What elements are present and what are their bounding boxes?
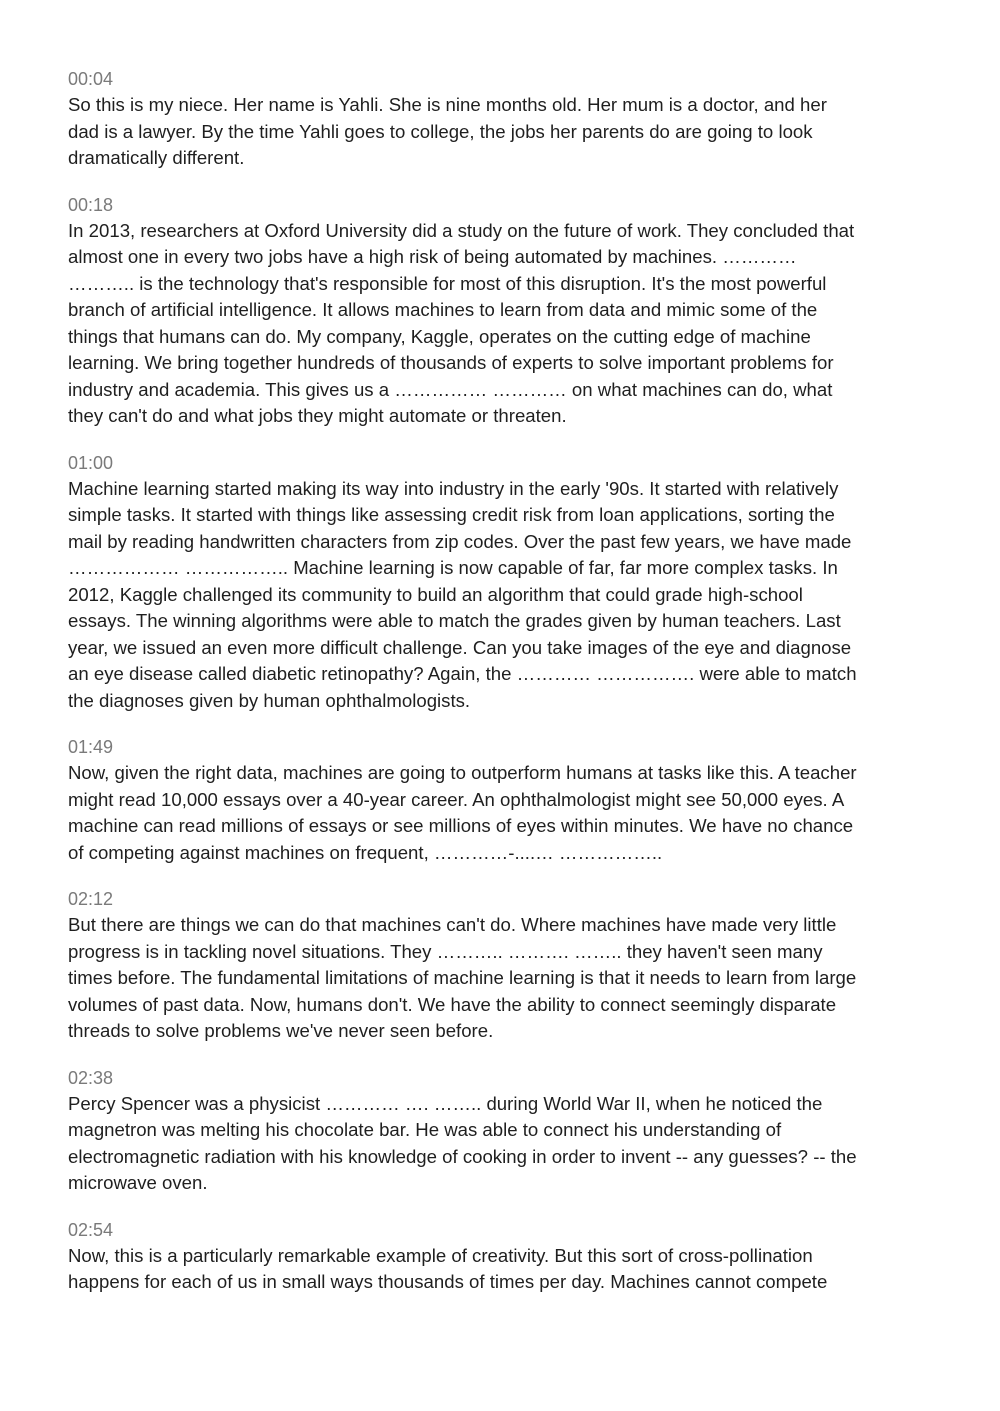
- timestamp: 02:12: [68, 889, 114, 909]
- transcript-segment: [68, 734, 938, 866]
- transcript-segment: [68, 192, 938, 430]
- segment-text: Machine learning started making its way into industry in the early '90s. It started with relatively simple tasks. It started with things like assessing credit risk from loan applications, sorting the mail by reading handwritten characters from zip codes. Over the past few years, we have made ……………… …………….. Machine learning is now capable of far, far more complex tasks. In 2012, Kaggle challenged its community to build an algorithm that could grade high-school essays. The winning algorithms were able to match the grades given by human teachers. Last year, we issued an even more difficult challenge. Can you take images of the eye and diagnose an eye disease called diabetic retinopathy? Again, the ………… ……………. were able to match the diagnoses given by human ophthalmologists.: [68, 477, 857, 711]
- transcript-segment: [68, 1065, 938, 1197]
- timestamp: 01:00: [68, 452, 114, 473]
- transcript-segment: [68, 66, 938, 172]
- transcript-segment: [68, 886, 938, 1045]
- timestamp: 01:49: [68, 737, 114, 757]
- timestamp: 02:38: [68, 1067, 114, 1088]
- segment-text: In 2013, researchers at Oxford University did a study on the future of work. They concluded that almost one in every two jobs have a high risk of being automated by machines. ………… ……….. is the technology that's responsible for most of this disruption. It's the most powerful branch of artificial intelligence. It allows machines to learn from data and mimic some of the things that humans can do. My company, Kaggle, operates on the cutting edge of machine learning. We bring together hundreds of thousands of experts to solve important problems for industry and academia. This gives us a …………… ………… on what machines can do, what they can't do and what jobs they might automate or threaten.: [68, 219, 855, 426]
- segment-text: Now, this is a particularly remarkable example of creativity. But this sort of cross-pollination happens for each of us in small ways thousands of times per day. Machines cannot compete: [68, 1244, 828, 1292]
- transcript-segment: [68, 1217, 938, 1296]
- timestamp: 00:18: [68, 194, 114, 215]
- segment-text: Now, given the right data, machines are going to outperform humans at tasks like this. A teacher might read 10,000 essays over a 40-year career. An ophthalmologist might see 50,000 eyes. A machine can read millions of essays or see millions of eyes within minutes. We have no chance of competing against machines on frequent, …………-....… ……………..: [68, 762, 857, 863]
- segment-text: So this is my niece. Her name is Yahli. She is nine months old. Her mum is a doctor, and her dad is a lawyer. By the time Yahli goes to college, the jobs her parents do are going to look dramatically different.: [68, 94, 827, 168]
- timestamp: 00:04: [68, 69, 114, 89]
- segment-text: Percy Spencer was a physicist ………… …. …….. during World War II, when he noticed the magnetron was melting his chocolate bar. He was able to connect his understanding of electromagnetic radiation with his knowledge of cooking in order to invent -- any guesses? -- the microwave oven.: [68, 1092, 857, 1193]
- timestamp: 02:54: [68, 1219, 114, 1240]
- transcript: [68, 66, 938, 1316]
- segment-text: But there are things we can do that machines can't do. Where machines have made very little progress is in tackling novel situations. They ……….. ………. …….. they haven't seen many times before. The fundamental limitations of machine learning is that it needs to learn from large volumes of past data. Now, humans don't. We have the ability to connect seemingly disparate threads to solve problems we've never seen before.: [68, 914, 857, 1041]
- transcript-segment: [68, 450, 938, 715]
